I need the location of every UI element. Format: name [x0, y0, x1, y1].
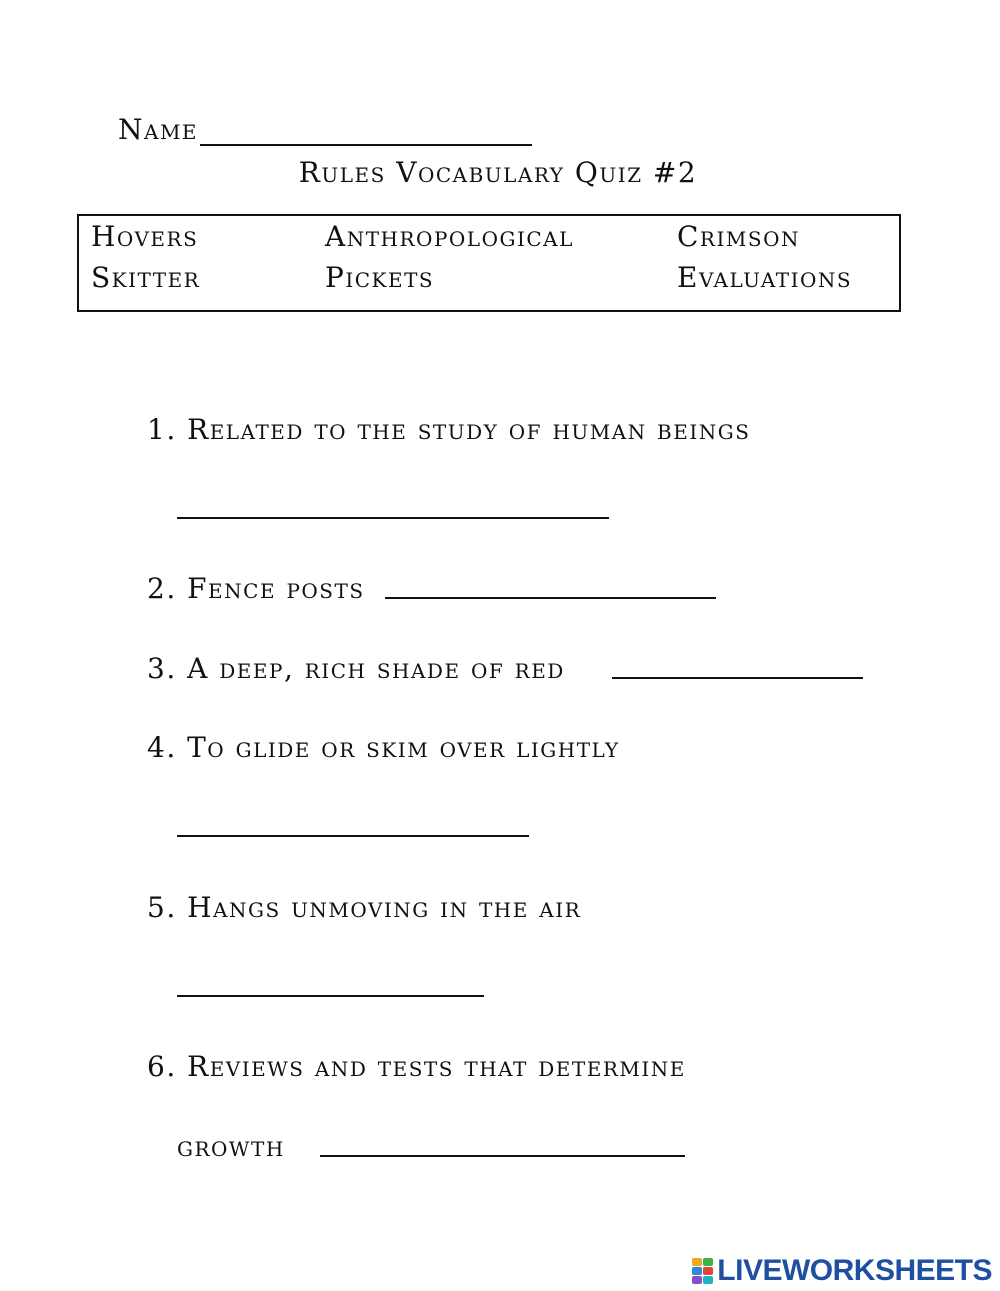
liveworksheets-logo	[692, 1254, 992, 1288]
liveworksheets-logo-icon	[692, 1258, 714, 1284]
answer-blank-3[interactable]	[612, 677, 863, 679]
question-text: A deep, rich shade of red	[187, 652, 565, 685]
question-number: 3.	[147, 652, 177, 685]
question-number: 2.	[147, 572, 177, 605]
name-field	[118, 113, 532, 146]
question-number: 4.	[147, 731, 177, 764]
word-bank	[77, 214, 901, 312]
question-6-continued	[177, 1130, 285, 1163]
question-text: Hangs unmoving in the air	[187, 891, 582, 924]
word-bank-item: Skitter	[91, 261, 201, 294]
word-bank-item: Pickets	[325, 261, 435, 294]
question-text: Related to the study of human beings	[187, 413, 751, 446]
question-number: 5.	[147, 891, 177, 924]
answer-blank-4[interactable]	[177, 835, 529, 837]
question-2	[147, 572, 365, 605]
question-text: To glide or skim over lightly	[187, 731, 620, 764]
word-bank-item: Crimson	[677, 220, 800, 253]
question-1	[147, 413, 750, 446]
question-3	[147, 652, 565, 685]
question-number: 6.	[147, 1050, 177, 1083]
name-blank[interactable]	[200, 120, 532, 146]
word-bank-item: Anthropological	[325, 220, 574, 253]
answer-blank-6[interactable]	[320, 1155, 685, 1157]
question-6	[147, 1050, 686, 1083]
question-text: growth	[177, 1130, 285, 1163]
answer-blank-5[interactable]	[177, 995, 484, 997]
question-number: 1.	[147, 413, 177, 446]
question-5	[147, 891, 581, 924]
word-bank-item: Hovers	[91, 220, 199, 253]
name-label: Name	[118, 113, 199, 146]
word-bank-item: Evaluations	[677, 261, 853, 294]
question-text: Fence posts	[187, 572, 365, 605]
answer-blank-2[interactable]	[385, 597, 716, 599]
logo-text: LIVEWORKSHEETS	[717, 1254, 992, 1287]
page-title: Rules Vocabulary Quiz #2	[298, 156, 698, 189]
question-4	[147, 731, 620, 764]
question-text: Reviews and tests that determine	[187, 1050, 686, 1083]
answer-blank-1[interactable]	[177, 517, 609, 519]
